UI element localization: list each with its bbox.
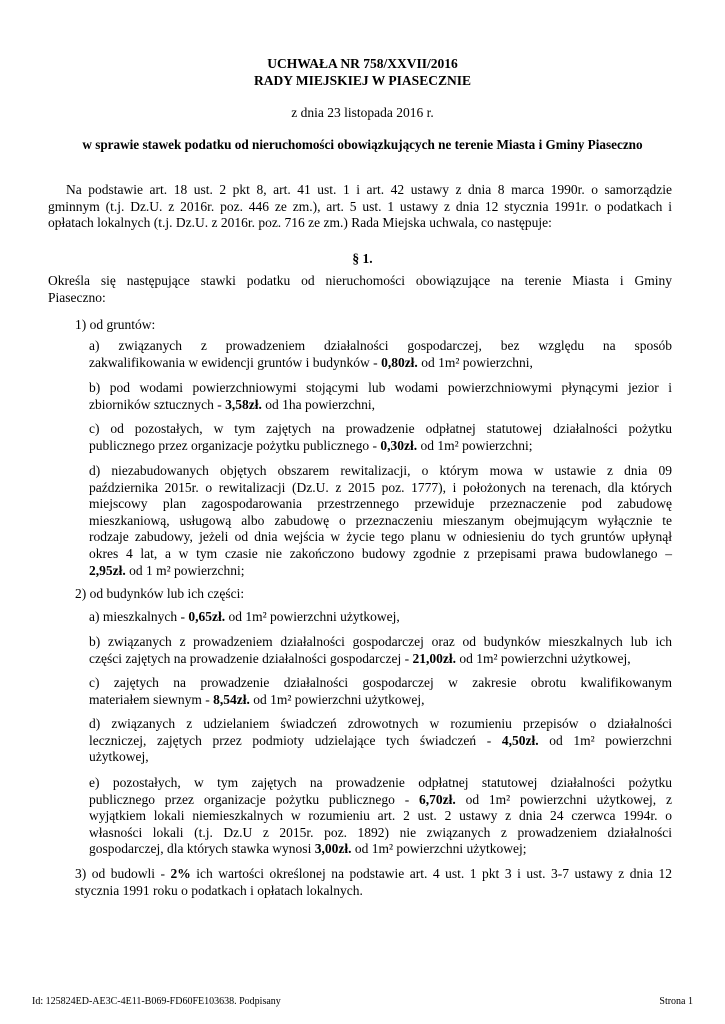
point-1b-line: b) pod wodami powierzchniowymi stojącymi lub wodami powierzchniowymi płynącymi jezior i <box>89 380 672 395</box>
preamble <box>48 182 672 232</box>
point-1d-line: października 2015r. o rewitalizacji (Dz.U. z 2015 poz. 1777), i położonych na terenach, dla których <box>89 479 672 495</box>
point-2d-line: leczniczej, zajętych przez podmioty udzielające tych świadczeń - 4,50zł. od 1m² powierzchni <box>89 732 672 748</box>
point-2e <box>89 775 672 858</box>
point-1c <box>89 421 672 454</box>
point-2b-line: części zajętych na prowadzenie działalności gospodarczej - 21,00zł. od 1m² powierzchni użytkowej, <box>89 650 631 666</box>
point-1-label: 1) od gruntów: <box>75 317 156 332</box>
preamble-line: gminnym (t.j. Dz.U. z 2016r. poz. 446 ze zm.), art. 5 ust. 1 ustawy z dnia 12 stycznia 1991r. o podatkach i <box>48 198 672 214</box>
point-2b-line: b) związanych z prowadzeniem działalności gospodarczej oraz od budynków mieszkalnych lub ich <box>89 634 672 649</box>
point-2c <box>89 675 672 708</box>
rate-value: 2,95zł. <box>89 562 126 578</box>
point-2a: a) mieszkalnych - 0,65zł. od 1m² powierzchni użytkowej, <box>89 609 400 624</box>
resolution-date: z dnia 23 listopada 2016 r. <box>291 105 434 120</box>
point-1c-line: c) od pozostałych, w tym zajętych na prowadzenie odpłatnej statutowej działalności pożytku <box>89 421 672 436</box>
point-1a-line: a) związanych z prowadzeniem działalności gospodarczej, bez względu na sposób <box>89 338 672 353</box>
point-2-label: 2) od budynków lub ich części: <box>75 586 245 601</box>
rate-value: 3,58zł. <box>225 396 262 412</box>
point-2b <box>89 634 672 667</box>
preamble-line: Na podstawie art. 18 ust. 2 pkt 8, art. 41 ust. 1 i art. 42 ustawy z dnia 8 marca 1990r. o samorządzie <box>66 182 672 197</box>
rate-value: 2% <box>170 866 191 881</box>
point-1a-line: zakwalifikowania w ewidencji gruntów i budynków - 0,80zł. od 1m² powierzchni, <box>89 354 533 370</box>
point-2d <box>89 716 672 766</box>
point-1b-line: zbiorników sztucznych - 3,58zł. od 1ha powierzchni, <box>89 396 376 412</box>
preamble-line: opłatach lokalnych (t.j. Dz.U. z 2016r. poz. 716 ze zm.) Rada Miejska uchwala, co następuje: <box>48 215 552 231</box>
point-1d-line: rodzaje zabudowy, jeżeli od dnia wejścia w życie tego planu w odniesieniu do tych gruntów upłynął <box>89 529 672 545</box>
point-2d-line: d) związanych z udzielaniem świadczeń zdrowotnych w rozumieniu przepisów o działalności <box>89 716 672 731</box>
rate-value: 0,80zł. <box>381 354 418 370</box>
point-2e-line: e) pozostałych, w tym zajętych na prowadzenie odpłatnej statutowej działalności pożytku <box>89 775 672 790</box>
resolution-title <box>0 55 725 89</box>
point-3-line: stycznia 1991 roku o podatkach i opłatach lokalnych. <box>75 882 363 898</box>
resolution-subject: w sprawie stawek podatku od nieruchomości obowiązkujących ne terenie Miasta i Gminy Piaseczno <box>82 137 643 152</box>
rate-value: 0,30zł. <box>380 437 418 453</box>
section-heading: § 1. <box>352 251 373 266</box>
rate-value: 21,00zł. <box>412 650 456 666</box>
point-2e-line: publicznego przez organizacje pożytku publicznego - 6,70zł. od 1m² powierzchni użytkowej, z <box>89 791 672 807</box>
intro-line: Piaseczno: <box>48 289 106 305</box>
rate-value: 3,00zł. <box>314 841 352 857</box>
page-number: Strona 1 <box>659 996 693 1007</box>
point-1a <box>89 338 672 371</box>
section-intro <box>48 273 672 306</box>
point-1b <box>89 380 672 413</box>
point-1d-line: 2,95zł. od 1 m² powierzchni; <box>89 562 245 578</box>
point-2e-line: wyjątkiem lokali niemieszkalnych w rozumieniu art. 2 ust. 2 ustawy z dnia 24 czerwca 1994r. o <box>89 808 672 824</box>
title-line-2: RADY MIEJSKIEJ W PIASECZNIE <box>254 73 471 88</box>
point-1d-line: mieszkaniową, usługową albo zabudowę o przeznaczeniu mieszanym obejmującym wyłącznie te <box>89 512 672 528</box>
point-2d-line: użytkowej, <box>89 749 149 765</box>
rate-value: 0,65zł. <box>188 609 226 624</box>
intro-line: Określa się następujące stawki podatku od nieruchomości obowiązujące na terenie Miasta i Gminy <box>48 273 672 288</box>
document-id: Id: 125824ED-AE3C-4E11-B069-FD60FE103638. Podpisany <box>32 996 281 1007</box>
rate-value: 8,54zł. <box>213 691 250 707</box>
point-3-line: 3) od budowli - 2% ich wartości określonej na podstawie art. 4 ust. 1 pkt 3 i ust. 3-7 ustawy z dnia 12 <box>75 866 672 881</box>
rate-value: 6,70zł. <box>419 791 456 807</box>
rate-value: 4,50zł. <box>501 732 539 748</box>
point-2e-line: gospodarczej, dla których stawka wynosi 3,00zł. od 1m² powierzchni użytkowej; <box>89 841 527 857</box>
point-1c-line: publicznego przez organizacje pożytku publicznego - 0,30zł. od 1m² powierzchni; <box>89 437 533 453</box>
point-1d-line: okres 4 lat, a w tym czasie nie zakończono budowy zgodnie z przepisami prawa budowlanego – <box>89 545 672 561</box>
point-2c-line: materiałem siewnym - 8,54zł. od 1m² powierzchni użytkowej, <box>89 691 425 707</box>
point-2c-line: c) zajętych na prowadzenie działalności gospodarczej w zakresie obrotu kwalifikowanym <box>89 675 672 690</box>
point-3 <box>75 866 672 899</box>
point-1d <box>89 463 672 579</box>
point-2e-line: własności lokali (t.j. Dz.U z 2015r. poz. 1892) nie związanych z prowadzeniem działalności <box>89 824 672 840</box>
point-1d-line: miejscowy plan zagospodarowania przestrzennego przewiduje przeznaczenie pod zabudowę <box>89 496 672 512</box>
point-1d-line: d) niezabudowanych objętych obszarem rewitalizacji, o którym mowa w ustawie z dnia 09 <box>89 463 672 478</box>
title-line-1: UCHWAŁA NR 758/XXVII/2016 <box>267 56 458 71</box>
